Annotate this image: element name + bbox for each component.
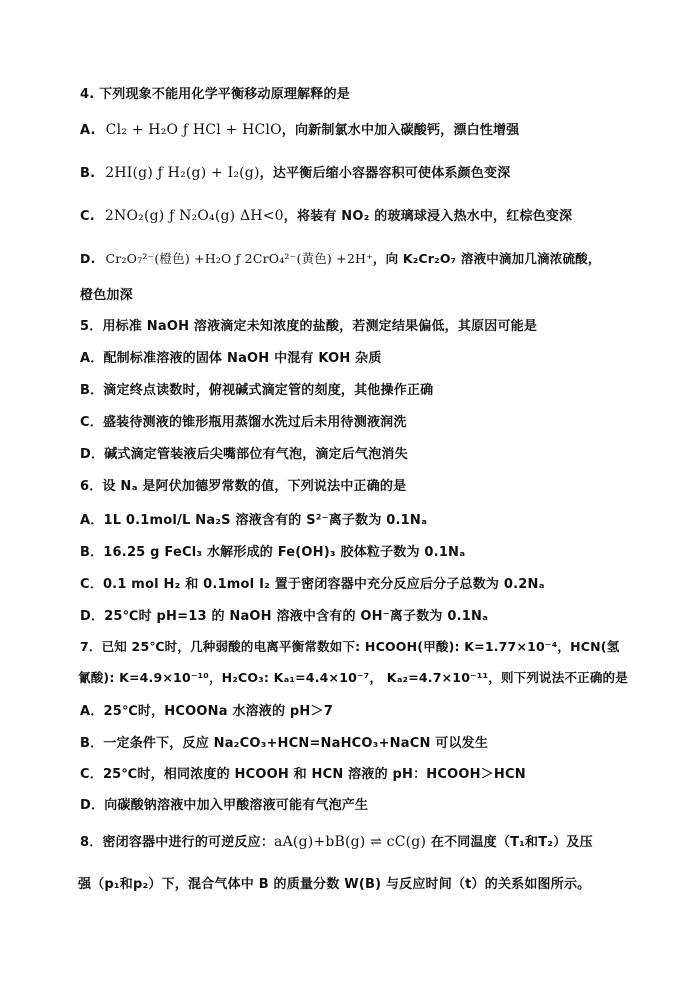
q5-stem: 5．用标准 NaOH 溶液滴定未知浓度的盐酸，若测定结果偏低，其原因可能是: [80, 319, 538, 334]
q4-b-equation: 2HI(g) ƒ H₂(g) + I₂(g): [105, 165, 260, 181]
q4-b-label: B.: [80, 166, 96, 181]
q7-option-a: A．25℃时，HCOONa 水溶液的 pH＞7: [80, 704, 333, 719]
q5-option-d: D．碱式滴定管装液后尖嘴部位有气泡，滴定后气泡消失: [80, 447, 408, 462]
q8-stem-line1: [80, 833, 593, 852]
q8-stem-line2: 强（p₁和p₂）下，混合气体中 B 的质量分数 W(B) 与反应时间（t）的关系如图所示。: [78, 877, 591, 892]
q6-option-c: C．0.1 mol H₂ 和 0.1mol I₂ 置于密闭容器中充分反应后分子总数为 0.2Nₐ: [80, 577, 545, 592]
q4-a-text: ，向新制氯水中加入碳酸钙，漂白性增强: [281, 123, 520, 138]
q7-option-b: B．一定条件下，反应 Na₂CO₃+HCN=NaHCO₃+NaCN 可以发生: [80, 736, 489, 751]
q4-c-text: ，将装有 NO₂ 的玻璃球浸入热水中，红棕色变深: [283, 209, 573, 224]
q4-option-a: [80, 121, 519, 140]
q4-option-d: [80, 250, 601, 268]
q4-d-text: ，向 K₂Cr₂O₇ 溶液中滴加几滴浓硫酸，: [372, 251, 601, 266]
q4-a-equation: Cl₂ + H₂O ƒ HCl + HClO: [105, 122, 282, 138]
q5-option-a: A．配制标准溶液的固体 NaOH 中混有 KOH 杂质: [80, 351, 382, 366]
q8-stem-suffix: 在不同温度（T₁和T₂）及压: [426, 835, 593, 850]
q4-stem: 4. 下列现象不能用化学平衡移动原理解释的是: [80, 87, 350, 102]
q4-a-label: A.: [80, 123, 96, 138]
q6-option-a: A．1L 0.1mol/L Na₂S 溶液含有的 S²⁻离子数为 0.1Nₐ: [80, 513, 428, 528]
q4-c-label: C.: [80, 209, 95, 224]
q5-option-b: B．滴定终点读数时，俯视碱式滴定管的刻度，其他操作正确: [80, 383, 434, 398]
q4-d-label: D.: [80, 251, 96, 266]
q7-stem-line2: 氰酸): K=4.9×10⁻¹⁰，H₂CO₃: Kₐ₁=4.4×10⁻⁷， Kₐ₂=4.7×10⁻¹¹，则下列说法不正确的是: [78, 670, 628, 685]
q8-equation: aA(g)+bB(g) ⇌ cC(g): [274, 834, 427, 850]
q7-option-d: D．向碳酸钠溶液中加入甲酸溶液可能有气泡产生: [80, 798, 369, 813]
q8-stem-prefix: 8．密闭容器中进行的可逆反应：: [80, 835, 275, 850]
q4-b-text: ，达平衡后缩小容器容积可使体系颜色变深: [259, 166, 511, 181]
q4-option-c: [80, 207, 572, 226]
q4-d-continuation: 橙色加深: [80, 288, 133, 303]
q4-c-equation: 2NO₂(g) ƒ N₂O₄(g) ΔH<0: [104, 208, 284, 224]
q4-option-b: [80, 164, 510, 183]
q7-stem-line1: 7．已知 25℃时，几种弱酸的电离平衡常数如下: HCOOH(甲酸): K=1.77×10⁻⁴，HCN(氢: [80, 639, 620, 654]
q6-option-d: D．25℃时 pH=13 的 NaOH 溶液中含有的 OH⁻离子数为 0.1Nₐ: [80, 609, 489, 624]
q4-d-equation: Cr₂O₇²⁻(橙色) +H₂O ƒ 2CrO₄²⁻(黄色) +2H⁺: [105, 251, 373, 266]
q5-option-c: C．盛装待测液的锥形瓶用蒸馏水洗过后未用待测液润洗: [80, 415, 407, 430]
q6-option-b: B．16.25 g FeCl₃ 水解形成的 Fe(OH)₃ 胶体粒子数为 0.1Nₐ: [80, 545, 466, 560]
q6-stem: 6．设 Nₐ 是阿伏加德罗常数的值，下列说法中正确的是: [80, 479, 407, 494]
q7-option-c: C．25℃时，相同浓度的 HCOOH 和 HCN 溶液的 pH：HCOOH＞HCN: [80, 767, 526, 782]
